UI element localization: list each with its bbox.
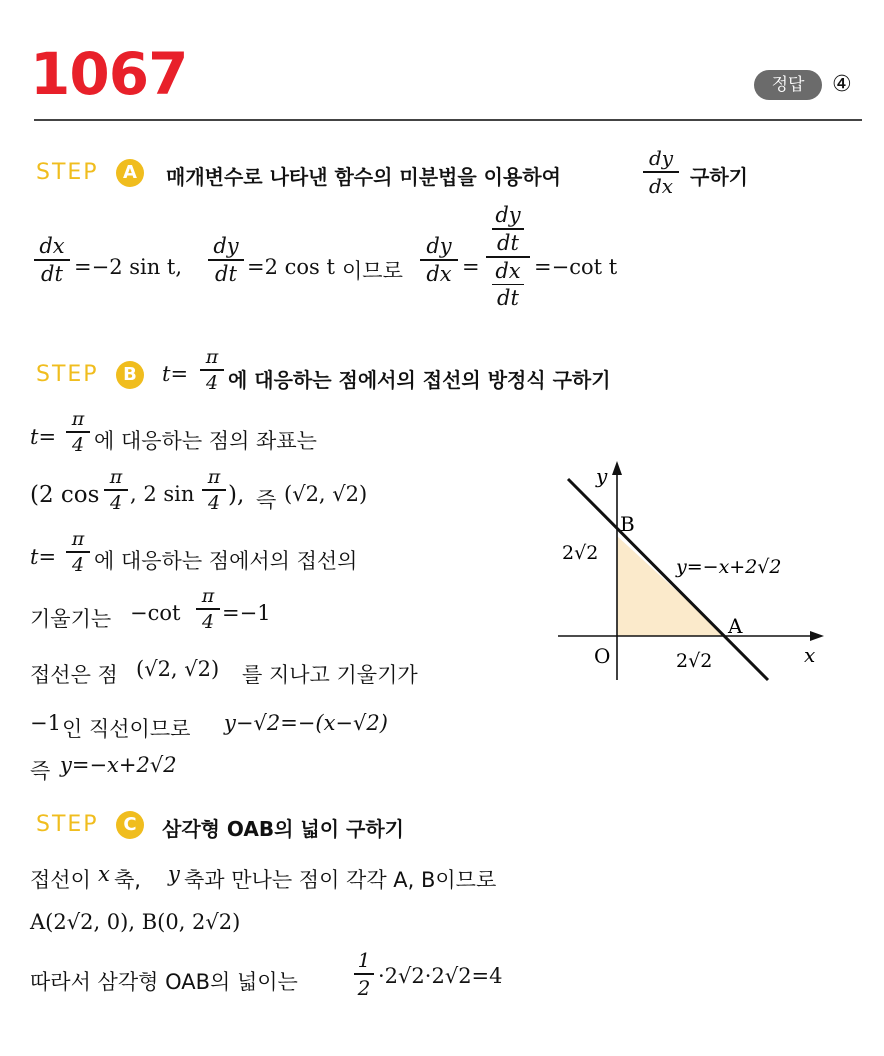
fraction-dy-dx — [420, 234, 458, 286]
y-axis-label: y — [596, 464, 608, 488]
fraction-denominator: dt — [497, 286, 519, 310]
fraction-dy-dt — [208, 234, 244, 286]
body-text: 따라서 삼각형 OAB의 넓이는 — [30, 970, 298, 994]
fraction-denominator: dx — [648, 173, 674, 198]
math-text: ), — [228, 482, 245, 508]
fraction-denominator: 4 — [201, 610, 215, 633]
fraction-denominator: dt — [497, 230, 519, 255]
math-text: ·2√2·2√2=4 — [378, 964, 503, 988]
math-text: t= — [30, 425, 57, 449]
point-a-label: A — [728, 614, 743, 638]
math-text: , 2 sin — [130, 482, 195, 506]
step-a-badge: A — [116, 159, 144, 187]
body-text: 즉 — [30, 759, 51, 783]
fraction-main-bar — [486, 256, 530, 258]
math-text: A(2√2, 0), B(0, 2√2) — [30, 910, 241, 934]
fraction-numerator: dx — [495, 258, 521, 283]
fraction-bar — [202, 489, 226, 491]
equation-text: =−2 sin t, — [74, 255, 183, 279]
problem-number: 1067 — [30, 40, 188, 108]
x-axis-label: x — [804, 643, 816, 667]
math-text: =−1 — [222, 601, 271, 625]
fraction-denominator: 4 — [205, 371, 219, 394]
step-b-title-prefix: t= — [162, 362, 189, 386]
fraction-numerator: dy — [426, 234, 452, 258]
fraction-numerator: dy — [648, 146, 674, 170]
fraction-numerator: π — [201, 585, 215, 607]
compound-fraction — [486, 203, 530, 310]
fraction-numerator: dx — [39, 234, 65, 258]
step-b-badge: B — [116, 361, 144, 389]
step-a-title-fraction — [643, 146, 679, 198]
fraction-denominator: dx — [426, 261, 452, 286]
origin-label: O — [594, 644, 611, 668]
fraction-numerator: π — [207, 466, 221, 488]
fraction-denominator: 4 — [207, 491, 221, 514]
fraction-one-half — [354, 948, 374, 1000]
fraction-bar — [492, 228, 524, 230]
fraction-bar — [196, 608, 220, 610]
tangent-line-graph — [550, 455, 850, 695]
fraction-bar — [104, 489, 128, 491]
fraction-dx-dt — [34, 234, 70, 286]
equation-text: =−cot t — [534, 255, 618, 279]
b-value-label: 2√2 — [562, 542, 599, 564]
fraction-numerator: π — [71, 408, 85, 430]
equation-text: =2 cos t — [247, 255, 335, 279]
fraction-bar — [420, 259, 458, 261]
answer-value: ④ — [832, 72, 852, 97]
body-text: 를 지나고 기울기가 — [242, 663, 418, 687]
body-text: 기울기는 — [30, 607, 112, 631]
fraction-bar — [208, 259, 244, 261]
fraction-bar — [200, 369, 224, 371]
fraction-numerator: dy — [213, 234, 239, 258]
x-axis-arrow-icon — [810, 631, 824, 641]
fraction-bar — [643, 171, 679, 173]
fraction-pi-4 — [66, 528, 90, 576]
step-c-title: 삼각형 OAB의 넓이 구하기 — [162, 817, 404, 841]
fraction-numerator: π — [71, 528, 85, 550]
fraction-bar — [66, 551, 90, 553]
math-text: −cot — [130, 601, 181, 625]
body-text: 축, — [114, 868, 141, 892]
fraction-bar — [492, 284, 524, 286]
fraction-numerator: π — [205, 346, 219, 368]
fraction-denominator: dt — [215, 261, 237, 286]
math-text: t= — [30, 545, 57, 569]
fraction-bar — [354, 973, 374, 975]
step-b-title: 에 대응하는 점에서의 접선의 방정식 구하기 — [228, 368, 611, 392]
point-b-label: B — [620, 512, 635, 536]
equation-text: 이므로 — [342, 259, 403, 283]
fraction-bar — [66, 431, 90, 433]
body-text: 접선은 점 — [30, 663, 118, 687]
header-divider — [34, 119, 862, 121]
step-a-title: 매개변수로 나타낸 함수의 미분법을 이용하여 — [166, 165, 561, 189]
fraction-pi-4 — [202, 466, 226, 514]
fraction-denominator: dt — [41, 261, 63, 286]
math-text: y — [168, 862, 180, 886]
line-equation-label: y=−x+2√2 — [676, 556, 782, 578]
math-text: y−√2=−(x−√2) — [224, 711, 388, 735]
math-text: −1 — [30, 711, 61, 735]
fraction-denominator: 2 — [357, 975, 371, 1000]
a-value-label: 2√2 — [676, 650, 713, 672]
math-text: y=−x+2√2 — [60, 753, 177, 777]
math-text: (√2, √2) — [136, 657, 220, 681]
fraction-numerator: dy — [495, 203, 521, 227]
fraction-pi-4 — [104, 466, 128, 514]
body-text: 축과 만나는 점이 각각 A, B이므로 — [184, 868, 497, 892]
step-a-title-suffix: 구하기 — [690, 165, 748, 189]
fraction-numerator: 1 — [357, 948, 371, 972]
body-text: 접선이 — [30, 868, 91, 892]
equation-text: = — [462, 255, 480, 279]
math-text: x — [98, 862, 110, 886]
body-text: 인 직선이므로 — [62, 717, 191, 741]
step-a-label: STEP — [36, 160, 99, 185]
body-text: 즉 — [256, 488, 277, 512]
fraction-pi-4 — [196, 585, 220, 633]
y-axis-arrow-icon — [612, 461, 622, 475]
body-text: 에 대응하는 점의 좌표는 — [94, 429, 317, 453]
step-c-badge: C — [116, 811, 144, 839]
fraction-denominator: 4 — [109, 491, 123, 514]
math-text: (2 cos — [30, 482, 100, 508]
answer-label-badge: 정답 — [754, 70, 822, 100]
fraction-bar — [34, 259, 70, 261]
body-text: 에 대응하는 점에서의 접선의 — [94, 549, 358, 573]
fraction-denominator: 4 — [71, 553, 85, 576]
step-b-label: STEP — [36, 362, 99, 387]
step-b-title-fraction — [200, 346, 224, 394]
math-text: (√2, √2) — [284, 482, 368, 506]
fraction-numerator: π — [109, 466, 123, 488]
step-c-label: STEP — [36, 812, 99, 837]
fraction-denominator: 4 — [71, 433, 85, 456]
fraction-pi-4 — [66, 408, 90, 456]
